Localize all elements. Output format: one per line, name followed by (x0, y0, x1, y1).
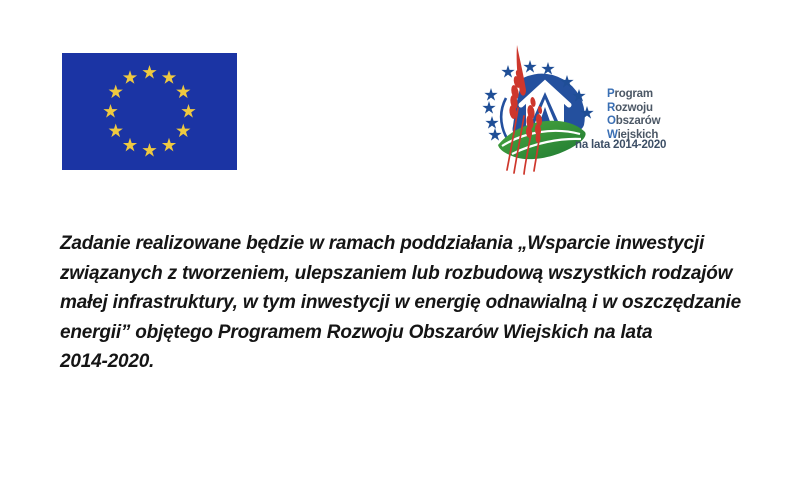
star-icon (488, 128, 501, 141)
prow-title-line (607, 88, 660, 102)
prow-title-initial: W (607, 128, 618, 141)
paragraph-line: Zadanie realizowane będzie w ramach poddziałania „Wsparcie inwestycji (60, 233, 705, 254)
field-icon (498, 121, 586, 159)
star-icon (484, 88, 497, 101)
paragraph-line: związanych z tworzeniem, ulepszaniem lub rozbudową wszystkich rodzajów (60, 262, 733, 284)
prow-title-rest: bszarów (615, 115, 661, 127)
prow-title-line (607, 115, 660, 129)
paragraph-line: małej infrastruktury, w tym inwestycji w energię odnawialną i w oszczędzanie (60, 292, 741, 314)
prow-subtitle: na lata 2014-2020 (575, 139, 667, 151)
prow-title-line (607, 102, 660, 116)
prow-title-initial: R (607, 101, 616, 114)
prow-title-rest: iejskich (617, 128, 659, 141)
prow-title-rest: ozwoju (615, 101, 653, 114)
paragraph-line: energii” objętego Programem Rozwoju Obszarów Wiejskich na lata (60, 321, 653, 343)
star-icon (485, 116, 498, 129)
eu-flag-image (62, 53, 237, 170)
star-icon (541, 62, 554, 75)
star-icon (501, 65, 514, 78)
star-icon (523, 60, 536, 73)
star-icon (482, 101, 495, 114)
prow-logo (468, 42, 706, 180)
prow-emblem-icon (468, 42, 598, 177)
prow-title (607, 88, 660, 142)
prow-title-initial: P (607, 88, 615, 100)
prow-title-initial: O (607, 115, 616, 127)
eu-flag-svg (62, 53, 237, 170)
info-paragraph (60, 229, 780, 377)
prow-title-rest: rogram (614, 88, 653, 100)
paragraph-line: 2014-2020. (60, 351, 155, 373)
